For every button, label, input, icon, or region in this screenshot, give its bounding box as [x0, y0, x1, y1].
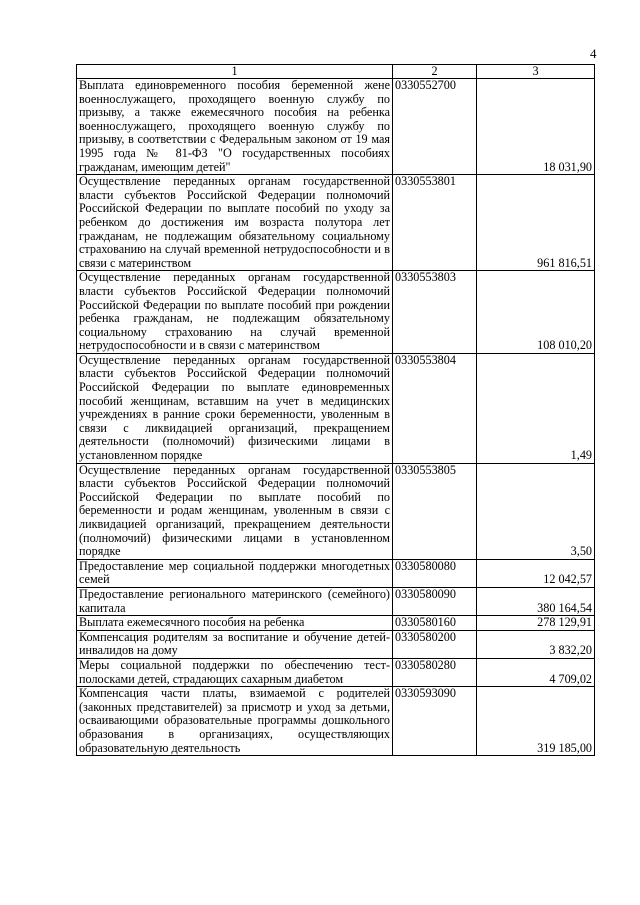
table-row [77, 559, 595, 587]
row-description: Компенсация части платы, взимаемой с родителей (законных представителей) за присмотр и уход за детьми, осваивающими образовательные программы дошкольного образования в организациях, осуществляющих образовательную деятельность [77, 687, 393, 756]
row-amount: 961 816,51 [477, 175, 595, 271]
row-code: 0330553804 [393, 353, 477, 463]
row-amount: 319 185,00 [477, 687, 595, 756]
table-row [77, 630, 595, 658]
row-code: 0330553801 [393, 175, 477, 271]
row-code: 0330552700 [393, 79, 477, 175]
row-amount: 3 832,20 [477, 630, 595, 658]
table-row [77, 463, 595, 559]
budget-table [76, 64, 595, 756]
table-row [77, 271, 595, 354]
row-code: 0330580080 [393, 559, 477, 587]
row-description: Предоставление мер социальной поддержки многодетных семей [77, 559, 393, 587]
row-code: 0330580200 [393, 630, 477, 658]
row-amount: 18 031,90 [477, 79, 595, 175]
table-row [77, 353, 595, 463]
row-amount: 380 164,54 [477, 587, 595, 615]
row-description: Осуществление переданных органам государственной власти субъектов Российской Федерации полномочий Российской Федерации по выплате единовременных пособий женщинам, вставшим на учет в медицинских учреждениях в ранние сроки беременности, уволенным в связи с ликвидацией организаций, прекращением деятельности (полномочий) физическими лицами в установленном порядке [77, 353, 393, 463]
row-code: 0330580160 [393, 616, 477, 631]
column-header-2: 2 [393, 65, 477, 79]
row-description: Выплата ежемесячного пособия на ребенка [77, 616, 393, 631]
budget-table-body [77, 65, 595, 756]
table-row [77, 587, 595, 615]
table-row [77, 616, 595, 631]
row-code: 0330553805 [393, 463, 477, 559]
table-header-row [77, 65, 595, 79]
table-row [77, 175, 595, 271]
column-header-1: 1 [77, 65, 393, 79]
row-description: Осуществление переданных органам государственной власти субъектов Российской Федерации полномочий Российской Федерации по выплате пособий по уходу за ребенком до достижения им возраста полутора лет гражданам, не подлежащим обязательному социальному страхованию на случай временной нетрудоспособности и в связи с материнством [77, 175, 393, 271]
row-amount: 278 129,91 [477, 616, 595, 631]
row-amount: 4 709,02 [477, 658, 595, 686]
row-code: 0330553803 [393, 271, 477, 354]
column-header-3: 3 [477, 65, 595, 79]
table-row [77, 79, 595, 175]
row-description: Осуществление переданных органам государственной власти субъектов Российской Федерации полномочий Российской Федерации по выплате пособий по беременности и родам женщинам, уволенным в связи с ликвидацией организаций, прекращением деятельности (полномочий) физическими лицами в установленном порядке [77, 463, 393, 559]
table-row [77, 658, 595, 686]
row-description: Компенсация родителям за воспитание и обучение детей-инвалидов на дому [77, 630, 393, 658]
row-description: Предоставление регионального материнского (семейного) капитала [77, 587, 393, 615]
row-amount: 12 042,57 [477, 559, 595, 587]
page-number: 4 [590, 46, 597, 61]
row-description: Меры социальной поддержки по обеспечению тест-полосками детей, страдающих сахарным диабетом [77, 658, 393, 686]
row-description: Выплата единовременного пособия беременной жене военнослужащего, проходящего военную службу по призыву, а также ежемесячного пособия на ребенка военнослужащего, проходящего военную службу по призыву, в соответствии с Федеральным законом от 19 мая 1995 года № 81-ФЗ "О государственных пособиях гражданам, имеющим детей" [77, 79, 393, 175]
row-amount: 108 010,20 [477, 271, 595, 354]
row-amount: 3,50 [477, 463, 595, 559]
row-amount: 1,49 [477, 353, 595, 463]
row-code: 0330580280 [393, 658, 477, 686]
row-code: 0330580090 [393, 587, 477, 615]
row-code: 0330593090 [393, 687, 477, 756]
table-row [77, 687, 595, 756]
row-description: Осуществление переданных органам государственной власти субъектов Российской Федерации полномочий Российской Федерации по выплате пособий при рождении ребенка гражданам, не подлежащим обязательному социальному страхованию на случай временной нетрудоспособности и в связи с материнством [77, 271, 393, 354]
